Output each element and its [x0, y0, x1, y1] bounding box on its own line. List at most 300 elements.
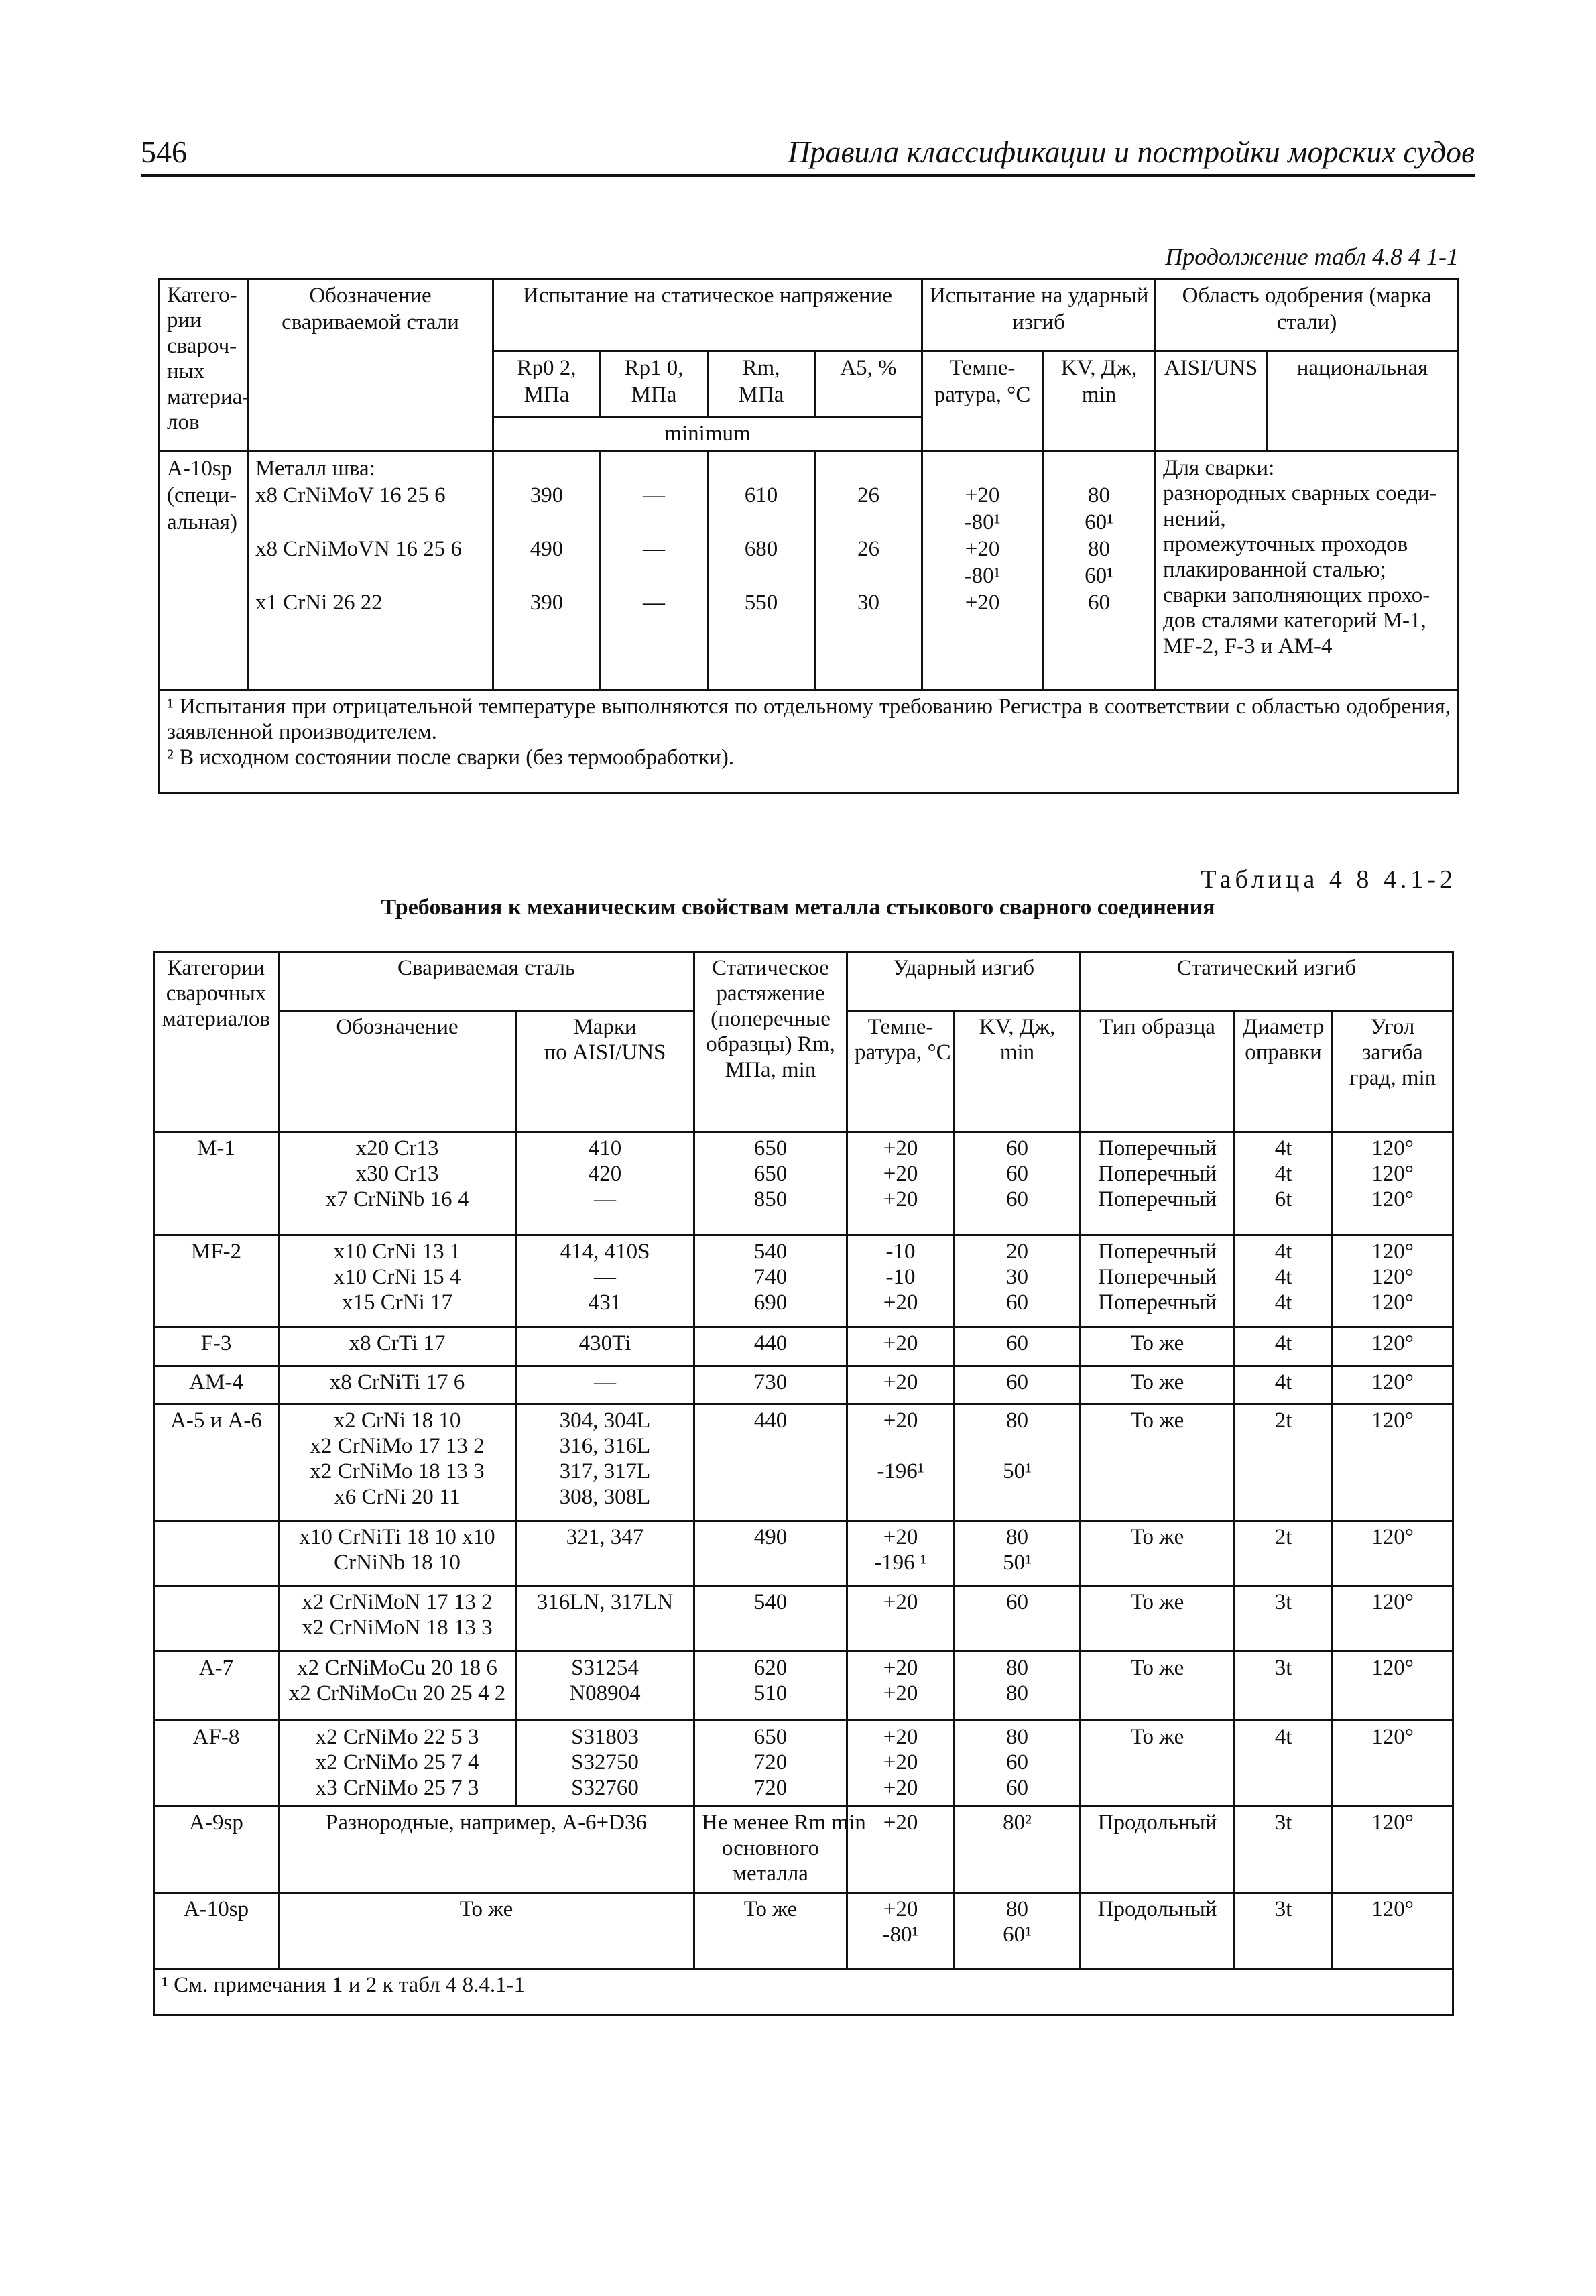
cell-rm-line: 690 — [753, 1290, 788, 1315]
cell-rm-line: 650 — [753, 1161, 788, 1186]
cell-temp-line: +20 — [883, 1408, 918, 1433]
cell-aisi-line: S31803 — [571, 1724, 639, 1749]
cell-specimen — [1081, 1235, 1235, 1327]
cell-kv-line — [962, 1484, 1072, 1510]
cell-designation — [279, 1720, 516, 1806]
cell-angle-line: 120° — [1371, 1897, 1414, 1922]
cell-angle-line: 120° — [1371, 1290, 1414, 1315]
row-temp-line — [930, 455, 1035, 482]
h2-category-line: сварочных — [166, 981, 267, 1006]
cell-specimen — [1081, 1132, 1235, 1235]
cell-mandrel-line: 4t — [1274, 1331, 1292, 1356]
note-1: ¹ Испытания при отрицательной температуре выполняются по отдельному требованию Регистра в соответствии с областью одобрения, заявленной производителем. — [167, 694, 1451, 745]
cell-mandrel — [1235, 1521, 1333, 1585]
cell-designation-line: x8 CrTi 17 — [349, 1331, 446, 1356]
cell-rm-line: 540 — [753, 1239, 788, 1264]
cell-mandrel-line: 3t — [1274, 1589, 1292, 1614]
row-rm-line — [715, 562, 807, 589]
row-kv-line: 80 — [1088, 483, 1111, 507]
cell-rm — [694, 1235, 847, 1327]
cell-kv — [955, 1521, 1081, 1585]
cell-specimen-line: То же — [1130, 1589, 1184, 1614]
cell-designation — [279, 1807, 694, 1893]
cell-mandrel-line: 4t — [1274, 1264, 1292, 1289]
cell-category — [154, 1235, 279, 1327]
cell-designation-line: x2 CrNiMo 17 13 2 — [310, 1433, 485, 1458]
cell-specimen-line: То же — [1130, 1724, 1184, 1749]
cell-specimen-line: То же — [1130, 1408, 1184, 1433]
cell-kv-line: 60 — [1006, 1136, 1029, 1160]
cell-kv-line: 50¹ — [1003, 1459, 1032, 1484]
header-steel-line: Обозначение — [309, 284, 432, 308]
note-2: ² В исходном состоянии после сварки (без термообработки). — [167, 745, 735, 770]
h2-static-bend: Статический изгиб — [1081, 952, 1453, 1011]
cell-rm-line: основного — [721, 1836, 820, 1861]
cell-rm-line — [702, 1433, 839, 1459]
row-rp02-line: 490 — [530, 536, 564, 561]
cell-designation-line: x2 CrNi 18 10 — [333, 1408, 461, 1433]
cell-temp — [847, 1585, 955, 1651]
row-kv-line: 60 — [1088, 590, 1111, 615]
header-temp — [922, 351, 1043, 451]
cell-temp-line: +20 — [883, 1525, 918, 1550]
header-rp10-line: Rp1 0, — [624, 355, 684, 380]
cell-specimen-line: То же — [1130, 1525, 1184, 1550]
cell-kv — [955, 1652, 1081, 1721]
cell-specimen-line: Поперечный — [1098, 1239, 1217, 1264]
cell-aisi — [516, 1652, 694, 1721]
cell-specimen — [1081, 1720, 1235, 1806]
cell-rm-line: 720 — [753, 1750, 788, 1774]
cell-kv-line: 60 — [1006, 1750, 1029, 1774]
row-a5-line — [822, 455, 914, 482]
cell-rm — [694, 1366, 847, 1404]
cell-kv-line: 80² — [1003, 1811, 1032, 1835]
table-row — [154, 1235, 1453, 1327]
cell-temp-line — [855, 1484, 946, 1510]
cell-category-line: F-3 — [200, 1331, 232, 1356]
cell-aisi — [516, 1327, 694, 1366]
h2-static-tension-line: образцы) Rm, — [706, 1032, 835, 1056]
cell-kv — [955, 1585, 1081, 1651]
cell-kv — [955, 1893, 1081, 1969]
cell-designation-line: CrNiNb 18 10 — [334, 1551, 461, 1575]
cell-designation-line: x3 CrNiMo 25 7 3 — [315, 1775, 479, 1800]
row-rp02-line: 390 — [530, 590, 564, 615]
cell-kv-line: 60¹ — [1003, 1923, 1032, 1947]
cell-specimen — [1081, 1893, 1235, 1969]
cell-rm-line: 510 — [753, 1681, 788, 1706]
cell-designation-line: x2 CrNiMoCu 20 18 6 — [297, 1656, 497, 1681]
cell-mandrel — [1235, 1807, 1333, 1893]
cell-aisi-line: S32760 — [571, 1775, 639, 1800]
cell-kv-line: 60 — [1006, 1187, 1029, 1211]
row-a5-line — [822, 509, 914, 536]
cell-angle — [1333, 1132, 1453, 1235]
cell-temp — [847, 1327, 955, 1366]
cell-designation-line: x2 CrNiMo 25 7 4 — [315, 1750, 479, 1774]
cell-mandrel-line: 4t — [1274, 1290, 1292, 1315]
row-a5 — [815, 451, 922, 690]
cell-angle — [1333, 1366, 1453, 1404]
cell-specimen-line: Продольный — [1097, 1897, 1217, 1922]
row-steel-line: x8 CrNiMoV 16 25 6 — [255, 483, 446, 507]
cell-temp-line: +20 — [883, 1775, 918, 1800]
header-category-line: лов — [167, 410, 200, 434]
row-temp-line: -80¹ — [964, 563, 1001, 588]
cell-mandrel-line: 4t — [1274, 1161, 1292, 1186]
cell-rm — [694, 1327, 847, 1366]
table-notes — [160, 690, 1459, 793]
cell-specimen-line: Поперечный — [1098, 1187, 1217, 1211]
table-mechanical-properties — [153, 951, 1454, 2016]
h2-temp-line: ратура, °С — [855, 1040, 951, 1065]
row-rm-line — [715, 509, 807, 536]
row-a5-line: 26 — [857, 536, 880, 561]
cell-kv-line: 80 — [1006, 1656, 1029, 1681]
cell-mandrel-line: 4t — [1274, 1370, 1292, 1394]
cell-mandrel-line: 3t — [1274, 1811, 1292, 1835]
table-row — [154, 1404, 1453, 1520]
table-row — [154, 1720, 1453, 1806]
header-category-line: рии — [167, 308, 202, 333]
row-rp10-line: — — [643, 590, 665, 615]
row-category-line: альная) — [167, 509, 237, 534]
cell-kv-line: 80 — [1006, 1897, 1029, 1922]
cell-temp-line: +20 — [883, 1681, 918, 1706]
cell-angle-line: 120° — [1371, 1811, 1414, 1835]
cell-specimen-line: Поперечный — [1098, 1161, 1217, 1186]
row-approval-line: разнородных сварных соеди- — [1163, 481, 1437, 505]
cell-temp-line: +20 — [883, 1656, 918, 1681]
row-approval-line: дов сталями категорий M-1, — [1163, 608, 1426, 633]
cell-temp-line: +20 — [883, 1290, 918, 1315]
cell-rm — [694, 1132, 847, 1235]
row-approval-line: плакированной сталью; — [1163, 557, 1386, 582]
h2-steel: Свариваемая сталь — [279, 952, 694, 1011]
cell-designation — [279, 1893, 694, 1969]
table-continuation — [158, 278, 1459, 794]
table-row — [154, 1585, 1453, 1651]
cell-mandrel-line: 4t — [1274, 1239, 1292, 1264]
header-minimum: minimum — [493, 416, 922, 451]
header-steel-line: свариваемой стали — [282, 310, 459, 335]
cell-angle — [1333, 1235, 1453, 1327]
cell-category-line: AF-8 — [192, 1724, 240, 1749]
cell-category — [154, 1807, 279, 1893]
header-category-line: ных — [167, 359, 205, 383]
cell-mandrel — [1235, 1652, 1333, 1721]
cell-rm-line: 650 — [753, 1724, 788, 1749]
header-kv-line: min — [1081, 382, 1117, 407]
cell-rm-line: 720 — [753, 1775, 788, 1800]
cell-aisi-line: — — [594, 1370, 616, 1394]
cell-designation-line: x2 CrNiMoCu 20 25 4 2 — [288, 1681, 506, 1706]
row-steel-line: Металл шва: — [255, 456, 375, 481]
cell-rm-line — [702, 1484, 839, 1510]
cell-angle-line: 120° — [1371, 1136, 1414, 1160]
cell-temp-line: +20 — [883, 1161, 918, 1186]
cell-aisi-line: N08904 — [569, 1681, 641, 1706]
header-aisi: AISI/UNS — [1156, 351, 1267, 451]
cell-rm — [694, 1521, 847, 1585]
row-approval-line: сварки заполняющих прохо- — [1163, 583, 1430, 607]
h2-kv-line: KV, Дж, — [979, 1015, 1056, 1040]
cell-designation — [279, 1585, 516, 1651]
cell-aisi — [516, 1404, 694, 1520]
cell-category — [154, 1585, 279, 1651]
cell-kv-line: 80 — [1006, 1681, 1029, 1706]
row-rm-line: 610 — [744, 483, 778, 507]
h2-static-tension-line: МПа, min — [725, 1058, 816, 1082]
cell-category — [154, 1521, 279, 1585]
cell-angle-line: 120° — [1371, 1264, 1414, 1289]
cell-rm — [694, 1807, 866, 1893]
cell-aisi — [516, 1366, 694, 1404]
cell-kv-line: 80 — [1006, 1724, 1029, 1749]
cell-kv — [955, 1720, 1081, 1806]
cell-angle — [1333, 1807, 1453, 1893]
h2-aisi-line: Марки — [573, 1015, 637, 1040]
header-category-line: Катего- — [167, 283, 237, 307]
row-approval-line: нений, — [1163, 506, 1226, 531]
cell-category-line: M-1 — [197, 1136, 235, 1160]
cell-aisi-line: S31254 — [571, 1656, 639, 1681]
header-approval-line: стали) — [1276, 310, 1337, 335]
cell-designation — [279, 1404, 516, 1520]
h2-temp — [847, 1011, 955, 1132]
header-national: национальная — [1267, 351, 1459, 451]
header-rp02-line: Rp0 2, — [517, 355, 576, 380]
row-rp02-line — [501, 562, 593, 589]
cell-specimen — [1081, 1327, 1235, 1366]
cell-aisi-line: 430Ti — [578, 1331, 631, 1356]
header-temp-line: ратура, °С — [934, 382, 1031, 407]
cell-kv-line: 30 — [1006, 1264, 1029, 1289]
row-rp02-line: 390 — [530, 483, 564, 507]
cell-angle-line: 120° — [1371, 1656, 1414, 1681]
h2-category — [154, 952, 279, 1132]
cell-kv-line: 80 — [1006, 1525, 1029, 1550]
cell-temp-line: -10 — [885, 1239, 916, 1264]
row-kv-line: 80 — [1088, 536, 1111, 561]
cell-angle-line: 120° — [1371, 1331, 1414, 1356]
cell-mandrel-line: 2t — [1274, 1525, 1292, 1550]
row-kv-line: 60¹ — [1085, 509, 1113, 534]
h2-mandrel-line: Диаметр — [1242, 1015, 1325, 1040]
cell-angle — [1333, 1585, 1453, 1651]
cell-mandrel-line: 3t — [1274, 1897, 1292, 1922]
cell-angle-line: 120° — [1371, 1408, 1414, 1433]
page-number: 546 — [141, 135, 187, 169]
row-steel-line: x1 CrNi 26 22 — [255, 590, 383, 615]
h2-angle-line: Угол — [1370, 1015, 1415, 1040]
cell-temp-line: +20 — [883, 1589, 918, 1614]
h2-angle-line: загиба — [1362, 1040, 1423, 1065]
cell-designation-line: x15 CrNi 17 — [342, 1290, 452, 1315]
cell-designation-line: x30 Cr13 — [355, 1161, 439, 1186]
cell-kv — [955, 1404, 1081, 1520]
row-category — [160, 451, 248, 690]
cell-mandrel — [1235, 1893, 1333, 1969]
header-rp10 — [601, 351, 708, 416]
cell-mandrel-line: 4t — [1274, 1136, 1292, 1160]
cell-designation-line: x10 CrNi 13 1 — [333, 1239, 461, 1264]
cell-kv-line: 60 — [1006, 1775, 1029, 1800]
cell-angle — [1333, 1652, 1453, 1721]
cell-rm-line: металла — [733, 1862, 808, 1886]
cell-mandrel — [1235, 1327, 1333, 1366]
cell-kv-line — [962, 1433, 1072, 1459]
cell-mandrel — [1235, 1585, 1333, 1651]
cell-category-line: AM-4 — [189, 1370, 243, 1394]
row-rm-line — [715, 455, 807, 482]
cell-specimen-line: Поперечный — [1098, 1264, 1217, 1289]
cell-rm — [694, 1404, 847, 1520]
cell-mandrel-line: 2t — [1274, 1408, 1292, 1433]
cell-temp-line: -80¹ — [882, 1923, 919, 1947]
cell-kv-line: 60 — [1006, 1331, 1029, 1356]
header-temp-line: Темпе- — [949, 355, 1016, 380]
cell-designation — [279, 1327, 516, 1366]
cell-kv — [955, 1132, 1081, 1235]
cell-temp-line: +20 — [883, 1136, 918, 1160]
table-row — [154, 1132, 1453, 1235]
cell-aisi-line: 414, 410S — [560, 1239, 650, 1264]
header-kv-line: KV, Дж, — [1060, 355, 1138, 380]
cell-kv-line: 80 — [1006, 1408, 1029, 1433]
cell-angle-line: 120° — [1371, 1589, 1414, 1614]
row-rm-line: 680 — [744, 536, 778, 561]
cell-designation-line: x10 CrNiTi 18 10 x10 — [299, 1525, 495, 1550]
header-rp02-line: МПа — [524, 382, 570, 407]
row-a5-line — [822, 562, 914, 589]
h2-kv — [955, 1011, 1081, 1132]
row-rp10-line — [608, 509, 700, 536]
cell-mandrel — [1235, 1404, 1333, 1520]
cell-specimen — [1081, 1585, 1235, 1651]
cell-temp — [847, 1720, 955, 1806]
cell-category — [154, 1404, 279, 1520]
cell-designation-line: x6 CrNi 20 11 — [334, 1484, 461, 1509]
cell-aisi-line: 308, 308L — [559, 1484, 651, 1509]
cell-kv-line: 60 — [1006, 1290, 1029, 1315]
header-kv — [1043, 351, 1156, 451]
cell-angle — [1333, 1893, 1453, 1969]
table-row — [154, 1366, 1453, 1404]
cell-kv-line: 60 — [1006, 1370, 1029, 1394]
cell-rm — [694, 1585, 847, 1651]
header-category-line: материа- — [167, 385, 250, 409]
cell-designation-line: x2 CrNiMo 22 5 3 — [315, 1724, 479, 1749]
header-static: Испытание на статическое напряжение — [493, 279, 922, 351]
cell-specimen — [1081, 1807, 1235, 1893]
cell-temp — [847, 1521, 955, 1585]
cell-category-line: MF-2 — [190, 1239, 242, 1264]
table-row — [154, 1652, 1453, 1721]
row-steel-line — [255, 562, 485, 589]
cell-designation — [279, 1366, 516, 1404]
row-rp10-line — [608, 562, 700, 589]
h2-specimen: Тип образца — [1081, 1011, 1235, 1132]
cell-specimen-line: То же — [1130, 1370, 1184, 1394]
cell-kv — [955, 1366, 1081, 1404]
cell-kv-line: 50¹ — [1003, 1551, 1032, 1575]
cell-rm — [694, 1893, 847, 1969]
row-category-line: (специ- — [167, 483, 237, 507]
header-rp02 — [493, 351, 601, 416]
header-a5: A5, % — [815, 351, 922, 416]
page-header — [141, 134, 1475, 177]
row-temp-line: +20 — [965, 483, 1000, 507]
cell-designation-line: x10 CrNi 15 4 — [333, 1264, 461, 1289]
header-approval — [1156, 279, 1459, 351]
cell-rm-line: 730 — [753, 1370, 788, 1394]
cell-angle-line: 120° — [1371, 1525, 1414, 1550]
cell-specimen-line: Продольный — [1097, 1811, 1217, 1835]
cell-specimen — [1081, 1652, 1235, 1721]
cell-aisi — [516, 1521, 694, 1585]
cell-aisi-line: — — [594, 1264, 616, 1289]
cell-temp-line: -10 — [885, 1264, 916, 1289]
cell-specimen-line: Поперечный — [1098, 1290, 1217, 1315]
row-rp10 — [601, 451, 708, 690]
table-continuation-label: Продолжение табл 4.8 4 1-1 — [1165, 243, 1459, 270]
cell-aisi-line: 321, 347 — [566, 1525, 644, 1550]
cell-aisi-line: 317, 317L — [559, 1459, 651, 1484]
cell-category — [154, 1132, 279, 1235]
cell-specimen-line: Поперечный — [1098, 1136, 1217, 1160]
cell-category-line — [162, 1524, 271, 1550]
row-approval-line: Для сварки: — [1163, 455, 1275, 480]
table-title: Требования к механическим свойствам металла стыкового сварного соединения — [381, 895, 1215, 920]
cell-category-line: A-5 и A-6 — [170, 1408, 262, 1433]
cell-mandrel — [1235, 1235, 1333, 1327]
cell-mandrel-line: 4t — [1274, 1724, 1292, 1749]
cell-specimen-line: То же — [1130, 1656, 1184, 1681]
cell-designation — [279, 1652, 516, 1721]
cell-category-line: A-10sp — [183, 1897, 249, 1922]
h2-aisi-line: по AISI/UNS — [544, 1040, 666, 1065]
cell-kv-line: 20 — [1006, 1239, 1029, 1264]
row-approval — [1156, 451, 1459, 690]
cell-temp — [847, 1235, 955, 1327]
row-steel — [248, 451, 493, 690]
header-rm — [708, 351, 815, 416]
cell-designation — [279, 1132, 516, 1235]
cell-category — [154, 1327, 279, 1366]
cell-aisi-line: 304, 304L — [559, 1408, 651, 1433]
cell-designation-line: x8 CrNiTi 17 6 — [329, 1370, 465, 1394]
cell-angle-line: 120° — [1371, 1187, 1414, 1211]
row-a5-line: 30 — [857, 590, 880, 615]
row-steel-line — [255, 509, 485, 536]
row-steel-line: x8 CrNiMoVN 16 25 6 — [255, 536, 463, 561]
cell-temp-line: +20 — [883, 1750, 918, 1774]
cell-rm — [694, 1720, 847, 1806]
h2-static-tension — [694, 952, 847, 1132]
cell-temp-line: +20 — [883, 1370, 918, 1394]
cell-rm-line: 650 — [753, 1136, 788, 1160]
cell-category-line: A-9sp — [189, 1811, 243, 1835]
cell-rm-line: 740 — [753, 1264, 788, 1289]
cell-rm-line: 440 — [753, 1331, 788, 1356]
cell-designation-line: x2 CrNiMoN 18 13 3 — [302, 1615, 493, 1640]
header-approval-line: Область одобрения (марка — [1182, 284, 1432, 308]
cell-temp-line: -196 ¹ — [874, 1551, 927, 1575]
header-impact — [922, 279, 1156, 351]
h2-temp-line: Темпе- — [867, 1015, 934, 1040]
